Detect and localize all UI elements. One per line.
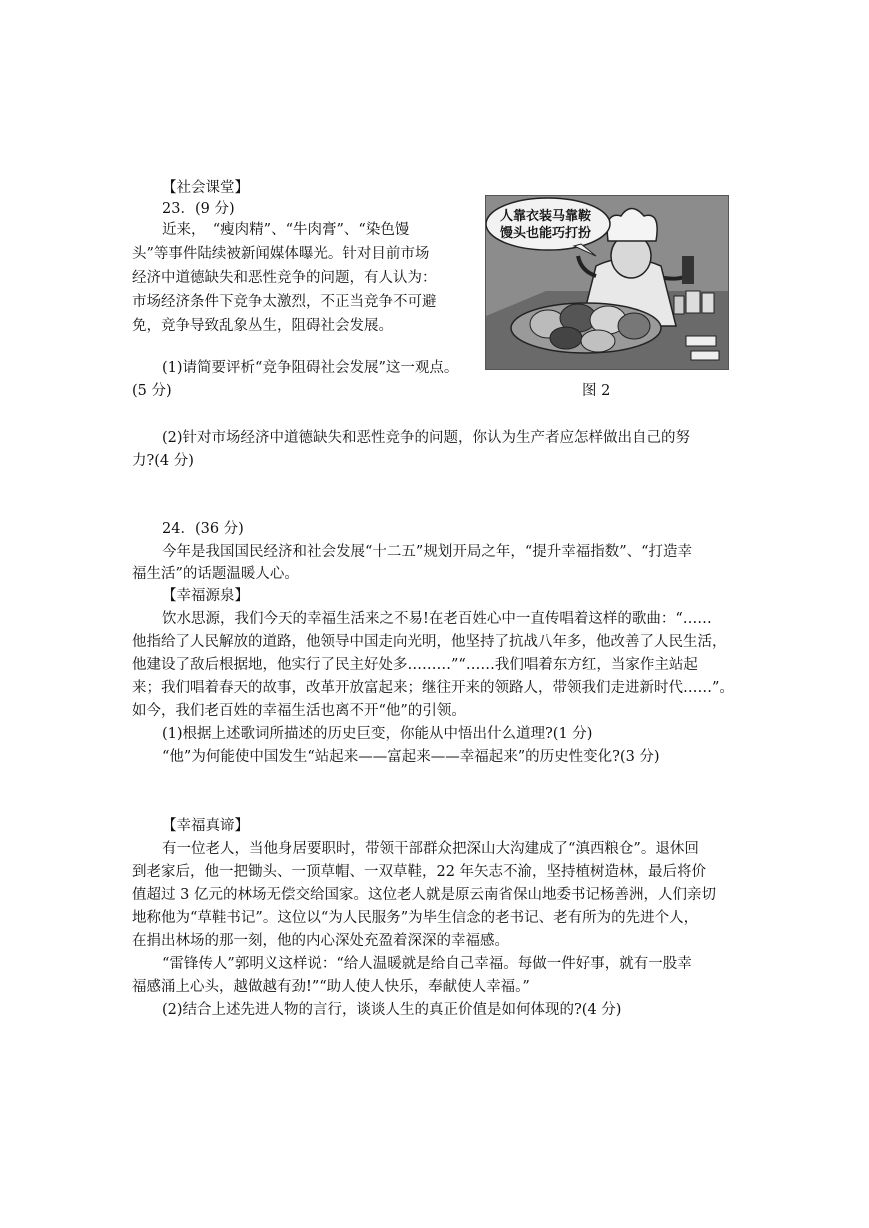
truth-paragraph-line: 在捐出林场的那一刻，他的内心深处充盈着深深的幸福感。 (132, 933, 509, 949)
source-paragraph-line: 如今，我们老百姓的幸福生活也离不开“他”的引领。 (132, 703, 466, 719)
question-23-header: 23．(9 分) (162, 201, 235, 217)
q23-sub2-line: (2)针对市场经济中道德缺失和恶性竞争的问题，你认为生产者应怎样做出自己的努 (162, 430, 691, 446)
q24-intro-line: 福生活”的话题温暖人心。 (132, 566, 299, 582)
section-heading-social-classroom: 【社会课堂】 (162, 180, 249, 196)
speech-bubble-text (500, 208, 591, 242)
q23-text-line: 头”等事件陆续被新闻媒体曝光。针对目前市场 (132, 246, 430, 262)
section-heading-happiness-truth: 【幸福真谛】 (162, 818, 249, 834)
q23-sub1-line: (1)请简要评析“竞争阻碍社会发展”这一观点。 (162, 360, 459, 376)
source-paragraph-line: 他指给了人民解放的道路，他领导中国走向光明，他坚持了抗战八年多，他改善了人民生活， (132, 634, 727, 650)
q23-text-line: 经济中道德缺失和恶性竞争的问题，有人认为： (132, 270, 437, 286)
source-paragraph-line: 他建设了敌后根据地，他实行了民主好处多………”“……我们唱着东方红，当家作主站起 (132, 657, 698, 673)
source-paragraph-line: 来；我们唱着春天的故事，改革开放富起来；继往开来的领路人，带领我们走进新时代……”。 (132, 680, 734, 696)
q24-sub2-line: (2)结合上述先进人物的言行，谈谈人生的真正价值是如何体现的?(4 分) (162, 1002, 622, 1018)
truth-paragraph-line: “雷锋传人”郭明义这样说：“给人温暖就是给自己幸福。每做一件好事，就有一股幸 (162, 956, 692, 972)
truth-paragraph-line: 福感涌上心头，越做越有劲!”“助人使人快乐，奉献使人幸福。” (132, 979, 530, 995)
truth-paragraph-line: 值超过 3 亿元的林场无偿交给国家。这位老人就是原云南省保山地委书记杨善洲，人们亲切 (132, 887, 716, 903)
section-heading-happiness-source: 【幸福源泉】 (162, 588, 249, 604)
q23-text-line: 市场经济条件下竞争太激烈，不正当竞争不可避 (132, 294, 437, 310)
source-paragraph-line: 饮水思源，我们今天的幸福生活来之不易!在老百姓心中一直传唱着这样的歌曲：“…… (162, 611, 712, 627)
cartoon-figure (485, 195, 729, 370)
q23-sub2-line: 力?(4 分) (132, 453, 194, 469)
question-24-header: 24．(36 分) (162, 521, 244, 537)
q23-text-line: 免，竞争导致乱象丛生，阻碍社会发展。 (132, 318, 393, 334)
q24-intro-line: 今年是我国国民经济和社会发展“十二五”规划开局之年，“提升幸福指数”、“打造幸 (162, 544, 693, 560)
truth-paragraph-line: 地称他为“草鞋书记”。这位以“为人民服务”为毕生信念的老书记、老有所为的先进个人， (132, 910, 699, 926)
truth-paragraph-line: 到老家后，他一把锄头、一顶草帽、一双草鞋，22 年矢志不渝，坚持植树造林，最后将价 (132, 864, 707, 880)
q23-sub1-line: (5 分) (132, 383, 172, 399)
figure-caption: 图 2 (582, 383, 611, 399)
q24-sub1-line: “他”为何能使中国发生“站起来——富起来——幸福起来”的历史性变化?(3 分) (162, 749, 660, 765)
q24-sub1-line: (1)根据上述歌词所描述的历史巨变，你能从中悟出什么道理?(1 分) (162, 726, 593, 742)
speech-line: 馒头也能巧打扮 (500, 226, 592, 241)
truth-paragraph-line: 有一位老人，当他身居要职时，带领干部群众把深山大沟建成了“滇西粮仓”。退休回 (162, 841, 699, 857)
speech-line: 人靠衣装马靠鞍 (500, 209, 592, 224)
q23-text-line: 近来， “瘦肉精”、“牛肉膏”、“染色馒 (162, 222, 410, 238)
